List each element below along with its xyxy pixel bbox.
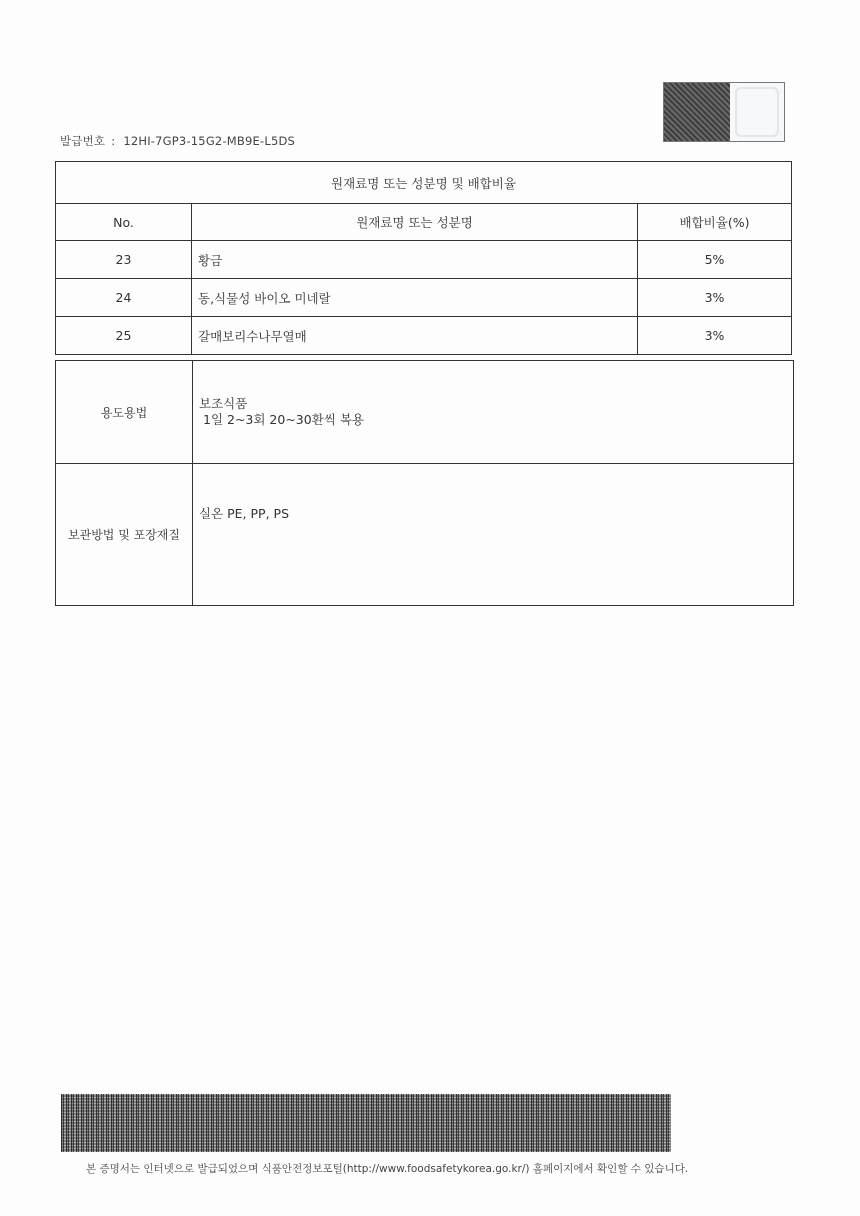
ingredients-table-header-row bbox=[56, 204, 792, 241]
usage-storage-table bbox=[55, 360, 794, 606]
header-ratio: 배합비율(%) bbox=[638, 204, 792, 241]
table-row bbox=[56, 317, 792, 355]
row-ingredient-name: 갈매보리수나무열매 bbox=[192, 317, 638, 355]
row-ratio: 3% bbox=[638, 279, 792, 317]
issue-number-line bbox=[60, 133, 295, 149]
seal-dark-block bbox=[664, 83, 730, 141]
table-row bbox=[56, 241, 792, 279]
row-no: 24 bbox=[56, 279, 192, 317]
row-no: 25 bbox=[56, 317, 192, 355]
ingredients-table bbox=[55, 161, 792, 355]
storage-row bbox=[56, 464, 794, 606]
footer-note: 본 증명서는 인터넷으로 발급되었으며 식품안전정보포털(http://www.foodsafetykorea.go.kr/) 홈페이지에서 확인할 수 있습니다. bbox=[86, 1163, 689, 1175]
issue-number-label: 발급번호 bbox=[60, 134, 106, 148]
seal-mark-icon bbox=[735, 87, 779, 137]
usage-label: 용도용법 bbox=[56, 361, 193, 464]
header-no: No. bbox=[56, 204, 192, 241]
storage-label: 보관방법 및 포장재질 bbox=[56, 464, 193, 606]
header-ingredient-name: 원재료명 또는 성분명 bbox=[192, 204, 638, 241]
table-row bbox=[56, 279, 792, 317]
usage-value bbox=[193, 361, 794, 464]
usage-line-1: 보조식품 bbox=[199, 396, 248, 411]
row-ratio: 3% bbox=[638, 317, 792, 355]
row-ingredient-name: 황금 bbox=[192, 241, 638, 279]
official-seal-stamp bbox=[663, 82, 785, 142]
row-ratio: 5% bbox=[638, 241, 792, 279]
row-no: 23 bbox=[56, 241, 192, 279]
storage-value: 실온 PE, PP, PS bbox=[193, 464, 794, 606]
verification-barcode bbox=[61, 1094, 671, 1152]
issue-number-value: 12HI-7GP3-15G2-MB9E-L5DS bbox=[123, 134, 296, 148]
seal-light-block bbox=[730, 83, 784, 141]
usage-line-2: 1일 2~3회 20~30환씩 복용 bbox=[203, 412, 364, 427]
usage-row bbox=[56, 361, 794, 464]
row-ingredient-name: 동,식물성 바이오 미네랄 bbox=[192, 279, 638, 317]
ingredients-table-title-row bbox=[56, 162, 792, 204]
issue-number-separator: : bbox=[111, 134, 116, 148]
ingredients-table-title: 원재료명 또는 성분명 및 배합비율 bbox=[56, 162, 792, 204]
